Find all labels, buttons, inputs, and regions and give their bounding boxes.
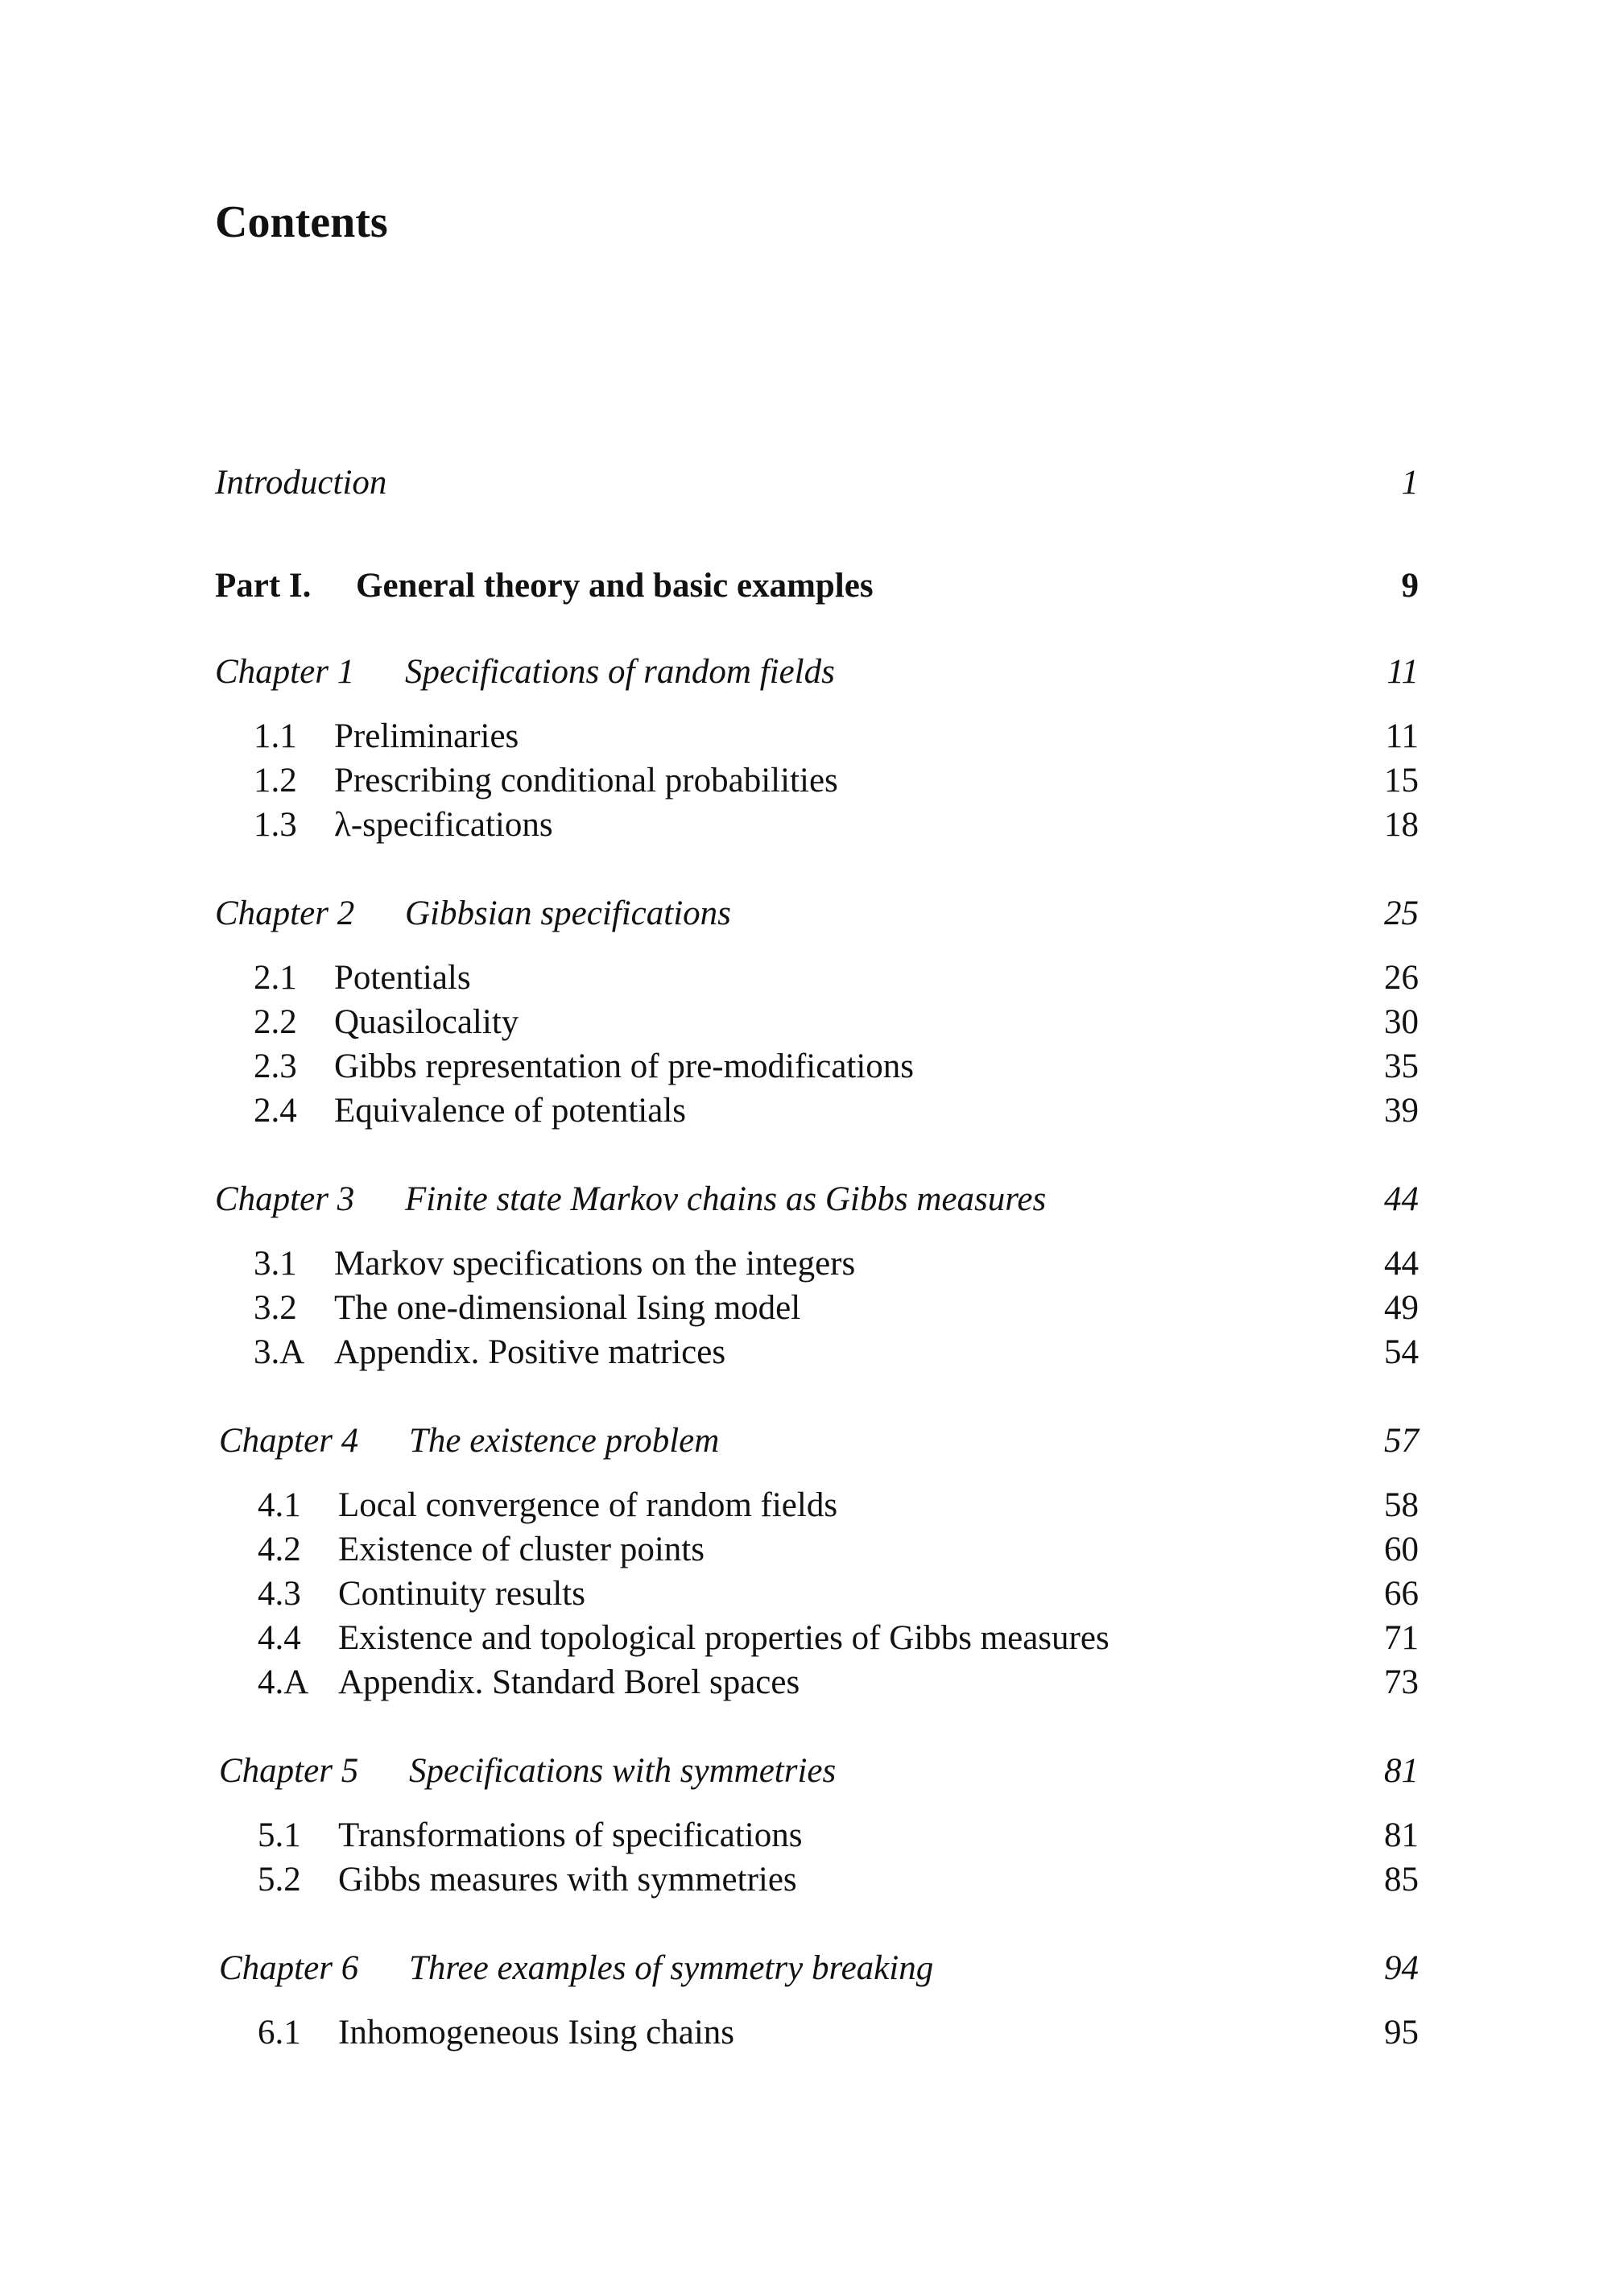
section-title: Existence and topological properties of Gibbs measures [338,1619,1110,1657]
section-title: Gibbs measures with symmetries [338,1861,797,1899]
toc-entry-section-2-3 [215,1044,1419,1089]
entry-title: Introduction [215,464,387,502]
toc-entry-section-3-1 [215,1242,1419,1286]
section-number: 2.1 [254,959,297,997]
section-number: 4.3 [258,1575,301,1613]
section-title: Equivalence of potentials [334,1092,687,1130]
section-number: 5.1 [258,1816,301,1854]
toc-entry-chapter-2 [215,891,1419,936]
chapter-label: Chapter 3 [215,1180,355,1218]
toc-entry-chapter-3 [215,1177,1419,1221]
toc-entry-section-4-2 [215,1527,1419,1572]
chapter-title: Gibbsian specifications [405,895,731,932]
section-title: Local convergence of random fields [338,1486,838,1524]
section-title: Appendix. Standard Borel spaces [338,1663,800,1701]
section-number: 5.2 [258,1861,301,1899]
table-of-contents [215,461,1419,2055]
section-number: 4.4 [258,1619,301,1657]
section-number: 4.A [258,1663,309,1701]
page-number: 44 [1384,1245,1419,1283]
section-title: Markov specifications on the integers [334,1245,856,1283]
chapter-title: Specifications with symmetries [409,1752,837,1790]
page-number: 44 [1384,1180,1419,1218]
page-number: 15 [1384,762,1419,800]
toc-entry-section-3-a [215,1330,1419,1374]
section-title: Transformations of specifications [338,1816,803,1854]
chapter-title: Three examples of symmetry breaking [409,1949,934,1987]
chapter-label: Chapter 5 [219,1752,359,1790]
toc-entry-section-4-1 [215,1483,1419,1527]
toc-entry-introduction [215,461,1419,505]
section-title: Prescribing conditional probabilities [334,762,838,800]
toc-entry-section-5-2 [215,1857,1419,1902]
section-number: 6.1 [258,2014,301,2052]
part-label: Part I. [215,567,312,605]
section-number: 3.A [254,1333,305,1371]
part-title: General theory and basic examples [356,567,874,605]
toc-entry-section-5-1 [215,1813,1419,1857]
section-title: Appendix. Positive matrices [334,1333,726,1371]
section-title: Preliminaries [334,717,519,755]
page-number: 58 [1384,1486,1419,1524]
toc-entry-section-2-2 [215,1000,1419,1044]
section-number: 1.2 [254,762,297,800]
page-number: 73 [1384,1663,1419,1701]
page-number: 11 [1385,717,1419,755]
page-number: 85 [1384,1861,1419,1899]
section-title: The one-dimensional Ising model [334,1289,801,1327]
toc-entry-section-3-2 [215,1286,1419,1330]
section-title: Existence of cluster points [338,1531,705,1568]
section-number: 4.2 [258,1531,301,1568]
page-title: Contents [215,197,388,247]
toc-entry-section-1-1 [215,714,1419,758]
chapter-title: The existence problem [409,1422,720,1460]
section-title: Potentials [334,959,471,997]
page-number: 30 [1384,1003,1419,1041]
toc-entry-part-1 [215,564,1419,608]
section-title: Inhomogeneous Ising chains [338,2014,735,2052]
section-number: 2.2 [254,1003,297,1041]
page-number: 1 [1401,464,1419,502]
page-number: 35 [1384,1047,1419,1085]
page-number: 66 [1384,1575,1419,1613]
toc-entry-section-2-4 [215,1089,1419,1133]
page-number: 95 [1384,2014,1419,2052]
page-number: 71 [1384,1619,1419,1657]
section-number: 3.2 [254,1289,297,1327]
page-number: 11 [1386,653,1419,691]
section-title: Continuity results [338,1575,585,1613]
page-number: 81 [1384,1816,1419,1854]
page-number: 49 [1384,1289,1419,1327]
section-number: 1.3 [254,806,297,844]
chapter-label: Chapter 6 [219,1949,359,1987]
page-number: 81 [1384,1752,1419,1790]
section-number: 1.1 [254,717,297,755]
toc-entry-chapter-4 [215,1419,1419,1463]
chapter-title: Finite state Markov chains as Gibbs measures [405,1180,1047,1218]
section-number: 2.4 [254,1092,297,1130]
toc-entry-section-4-4 [215,1616,1419,1660]
section-number: 3.1 [254,1245,297,1283]
page-number: 25 [1384,895,1419,932]
toc-entry-chapter-1 [215,650,1419,694]
toc-entry-section-1-3 [215,803,1419,847]
page-number: 57 [1384,1422,1419,1460]
toc-entry-section-1-2 [215,758,1419,803]
section-title: λ-specifications [334,806,553,844]
chapter-label: Chapter 2 [215,895,355,932]
page-number: 39 [1384,1092,1419,1130]
page-number: 94 [1384,1949,1419,1987]
chapter-label: Chapter 1 [215,653,355,691]
page-number: 60 [1384,1531,1419,1568]
toc-entry-section-2-1 [215,956,1419,1000]
page-number: 9 [1401,567,1419,605]
toc-entry-section-6-1 [215,2010,1419,2055]
page-number: 54 [1384,1333,1419,1371]
section-title: Gibbs representation of pre-modifications [334,1047,915,1085]
toc-entry-section-4-3 [215,1572,1419,1616]
section-number: 4.1 [258,1486,301,1524]
page-number: 18 [1384,806,1419,844]
chapter-title: Specifications of random fields [405,653,835,691]
toc-entry-chapter-6 [215,1946,1419,1990]
chapter-label: Chapter 4 [219,1422,359,1460]
toc-entry-section-4-a [215,1660,1419,1704]
page-number: 26 [1384,959,1419,997]
section-number: 2.3 [254,1047,297,1085]
section-title: Quasilocality [334,1003,519,1041]
toc-entry-chapter-5 [215,1749,1419,1793]
